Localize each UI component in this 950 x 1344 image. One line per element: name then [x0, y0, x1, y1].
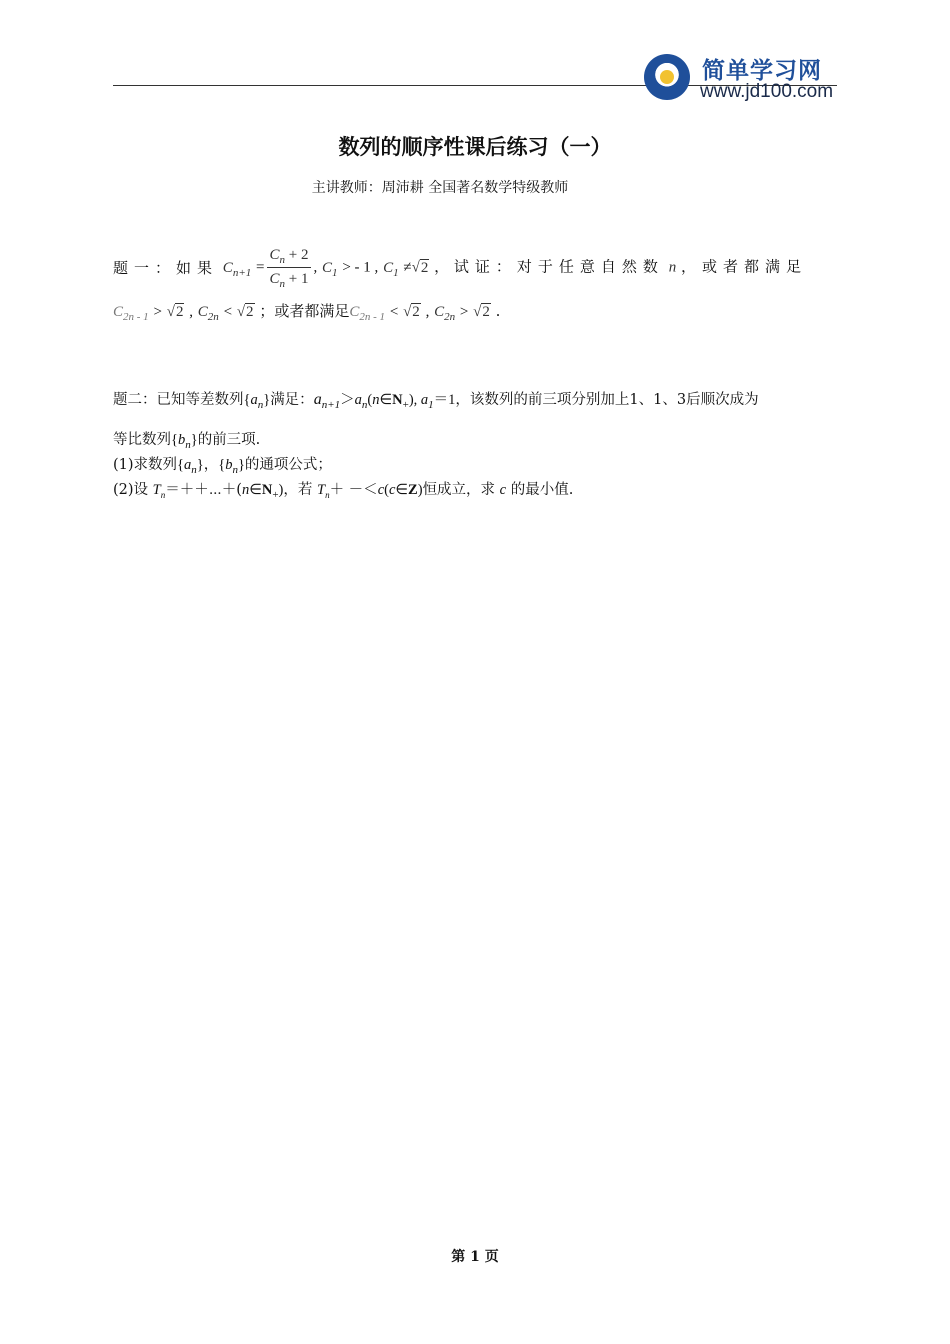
- question-1-line-2: $C_{2n - 1} > √2$ , $C_{2n} < √2$ ；或者都满足$C_{2n - 1} < √2$ , $C_{2n} > √2$ .: [113, 302, 501, 323]
- formula-fraction: $\frac{C_n + 2}{C_n + 1}$: [267, 244, 312, 291]
- question-2-text-a: 题二：已知等差数列: [113, 392, 244, 408]
- question-2-part-2-a: (2)设: [113, 482, 149, 498]
- question-2-part-2-b: ＝＋＋⋯＋(: [165, 482, 242, 498]
- question-2-line-1: 题二：已知等差数列$\{a_n\}$满足：$a_{n+1}>a_n(n\in N_+)$, $a_1=1$，该数列的前三项分别加上1、1、3后顺次成为: [113, 391, 759, 411]
- question-1-end: .: [495, 302, 501, 320]
- question-2-text-b: 满足：: [270, 392, 314, 408]
- formula-recurrence: $C_{n+1}$: [222, 259, 252, 279]
- question-1-var: n: [668, 259, 677, 276]
- logo-url: www.jd100.com: [700, 81, 834, 102]
- question-2-text-d: 等比数列: [113, 432, 171, 448]
- question-2-text-e: 的前三项.: [197, 432, 261, 448]
- question-2-part-2-e: 恒成立，求: [422, 482, 496, 498]
- question-2-line-2: 等比数列$\{b_n\}$的前三项.: [113, 432, 261, 451]
- question-2-part-2-d: ＋ －＜: [329, 482, 378, 498]
- question-2-part-2-c: ，若: [283, 482, 313, 498]
- question-2-part-2: (2)设 $T_n=++\cdots+(n\in N_+)$，若 $T_n+$ －＜c(c∈Z)恒成立，求 c 的最小值.: [113, 482, 574, 501]
- page-subtitle: 主讲教师：周沛耕 全国著名数学特级教师: [311, 180, 569, 196]
- logo-badge-icon: [644, 54, 690, 100]
- question-2-part-2-f: 的最小值.: [510, 482, 574, 498]
- page-number: 第 1 页: [451, 1249, 499, 1265]
- question-2-part-1-a: (1)求数列: [113, 457, 178, 473]
- question-2-part-1: (1)求数列$\{a_n\}$，$\{b_n\}$的通项公式；: [113, 457, 332, 476]
- question-1-label: 题一：如果: [113, 258, 219, 277]
- page-title: 数列的顺序性课后练习（一）: [338, 135, 612, 159]
- question-2-text-c: ，该数列的前三项分别加上1、1、3后顺次成为: [455, 392, 759, 408]
- site-logo: [644, 52, 844, 104]
- logo-text: 简单学习网: [702, 58, 822, 84]
- question-1-sep: ，: [434, 257, 450, 276]
- question-1-line-1: 题一：如果 $C_{n+1}$ = $\frac{C_n + 2}{C_n + 1}$ , $C_1$ > - 1 , $C_1 \ne√2$ ， 试证：对于任意自然数 n ，或者都满足: [113, 244, 838, 290]
- question-1-line2-mid: ；或者都满足: [259, 302, 350, 320]
- question-2-part-1-c: 的通项公式；: [244, 457, 332, 473]
- question-2-part-1-b: ，: [203, 457, 219, 473]
- question-1-prove-mid: ，或者都满足: [680, 257, 807, 276]
- question-1-prove-prefix: 试证：对于任意自然数: [453, 257, 664, 276]
